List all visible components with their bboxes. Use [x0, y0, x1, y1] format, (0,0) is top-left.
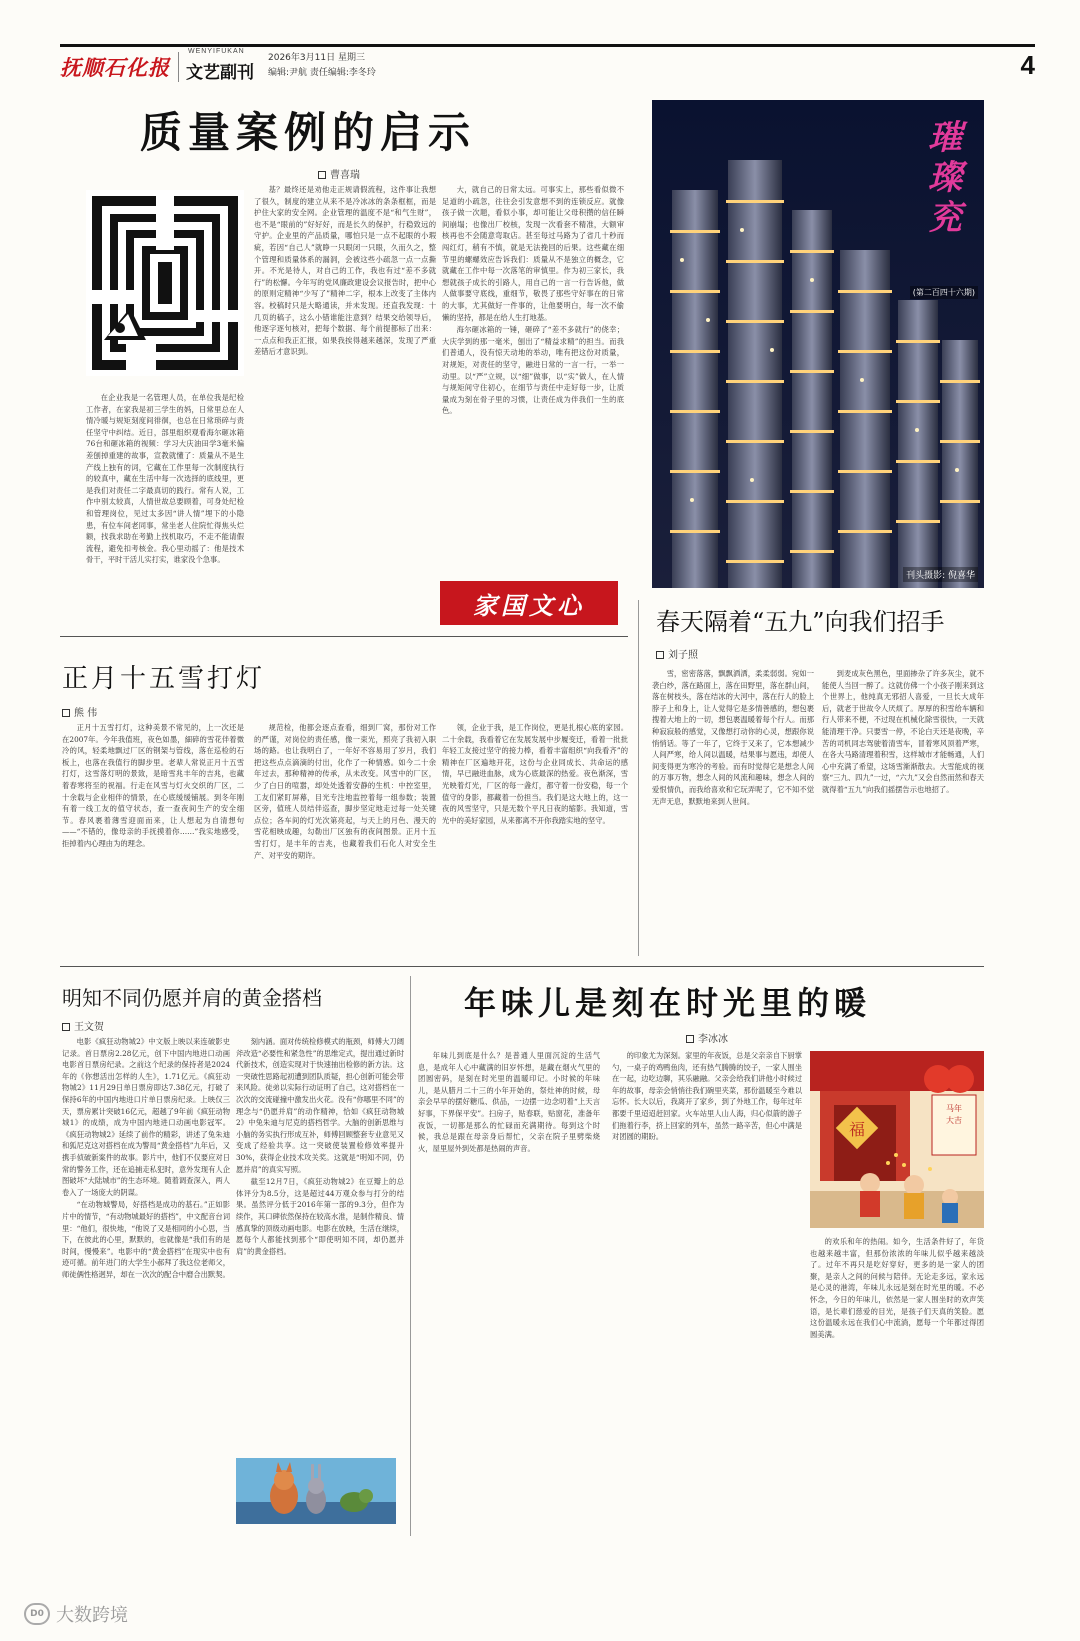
quality-column-2	[254, 184, 436, 624]
lantern-column-3-text: 领，企业于我，是工作岗位，更是扎根心底的家园。二十余载，我看着它在发展发展中步履变迁，看着一批批年轻工友接过坚守的接力棒，看着丰富组织“向我看齐”的精神在厂区遍地开花，这份与企业同成长、共命运的感情，早已融进血脉，成为心底最深的热爱。夜色渐深，雪光映着灯光，厂区的每一盏灯，都守着一份安稳，每一个值守的身影，都藏着一份担当。我们是这大地上的，这一夜的风雪坚守，只是无数个平凡日夜的缩影。我知道，雪光中的美好家园，从来都离不开你我踏实地的坚守。	[442, 723, 628, 825]
quality-article-title: 质量案例的启示	[140, 108, 477, 157]
svg-text:大吉: 大吉	[946, 1116, 962, 1125]
lantern-column-1	[62, 722, 244, 954]
movie-column-2b-text: 截至12月7日，《疯狂动物城2》在豆瓣上的总体评分为8.5分，这是超过44万观众参与打分的结果。虽然评分低于2016年第一部的9.3分，但作为续作，其口碑依然保持在较高水准，是制作精良、情感真挚的顶级动画电影。电影在放映，生活在继续，愿每个人都能找到那个“即使明知不同，却仍愿并肩”的黄金搭档。	[236, 1177, 404, 1256]
movie-column-1	[62, 1036, 230, 1536]
lantern-column-2-text: 规范检，他都会逐点查看，细到厂窝，那份对工作的严谨，对岗位的责任感，像一束光，照亮了我初入职场的路。也让我明白了，一年好不容易用了岁月，我们把这些点点滴滴的付出，化作了一种情感。如今二十余年过去，那种精神的传承，从未改变。风雪中的厂区，少了白日的喧嚣，却处处透着安静的生机：中控室里，工友们紧盯屏幕，目光专注地监控着每一组参数；装置区旁，值班人员结伴巡查，脚步坚定地走过每一处关键点位；各车间的灯光次第亮起，与天上的月色、漫天的雪花相映成趣，勾勒出厂区独有的夜间图景。正月十五雪打灯，是丰年的吉兆，也藏着我们石化人对安全生产、对平安的期许。	[254, 723, 436, 860]
paper-name: 抚顺石化报	[60, 55, 170, 80]
quality-column-3-text: 大，就自己的日常太远。可事实上，那些看似微不足道的小疏忽，往往会引发意想不到的连锁反应。就像孩子做一次题，看似小事，却可能让父母积攒的信任瞬间崩塌；也像出厂校核，发现一次看套不精准，大额审核再也不会随意弯取店。甚至每过马路为了省几十秒而闯红灯，稍有不慎，就是无法挽回的后果。这些藏在细节里的螺螺效应告诉我们：质量从不是独立的概念，它就藏在工作中每一次落笔的审慎里。作为初三家长，我想就孩子成长的引路人，用自己的一言一行告诉他，做人做事要守底线，重细节，敬畏了那些守好事在的日常的大事，尤其做好一件事的，让他要明白，每一次不偷懒的坚持，都是在给人生打地基。	[442, 185, 624, 322]
newyear-column-1-text: 年味儿到底是什么？是普通人里面沉淀的生活气息，是成年人心中藏满的旧岁怀想，是藏在烟火气里的团圆密码，是刻在时光里的温暖印记。小时候的年味儿，是从腊月二十三的小年开始的，祭灶神的时候，母亲会早早的摆好糖瓜、供品，一边摆一边念叨着“上天言好事，下界保平安”。扫房子，贴春联，贴窗花，准备年夜饭，一切都是那么的忙碌而充满期待。每到这个时候，我总是跟在母亲身后帮忙，父亲在院子里劈柴烧火，屋里屋外到处都是热闹的声音。	[418, 1051, 600, 1153]
movie-column-1b-text: “在动物城警局，好搭档是成功的基石。”正如影片中的情节，“有动物城最好的搭档”，中文配音台词里：“他们，很快地，“他说了又是相同的小心思，当下，在彼此的心里，默默的，也就像是“我们有的是时间，慢慢来”。电影中的“黄金搭档”在现实中也有迹可循。前年进门的大学生小郝拜了我这位老师父，师徒俩性格迥异，却在一次次的配合中磨合出默契。	[62, 1200, 230, 1279]
lantern-column-1-text: 正月十五雪打灯，这种美景不常见的，上一次还是在2007年。今年我值班，夜色如墨，細碎的雪花伴着微冷的风，轻柔地飘过厂区的钢架与管线，落在巡检的石板上，也落在我值行的脚步里。老辈人常说正月十五雪打灯，这雪落灯明的景致，是暗雪兆丰年的吉兆，也藏着春寒将至的祝福。行走在风雪与灯火交织的厂区，二十余载与企业相伴的情景，在心底缓缓铺展。到冬年刚有着一线工友的值守状态，查一查夜间生产的安全细节。春风裹着薄雪迎面而来，让人想起为自清想句——“不错的，像母亲的手抚摸着你……”我实地感受，拒掉着内心理由为的理念。	[62, 723, 244, 848]
newyear-column-2-text: 的印象尤为深刻。家里的年夜饭，总是父亲亲自下厨掌勺，一桌子的鸡鸭鱼肉，还有热气腾腾的饺子，一家人围坐在一起，边吃边聊，其乐融融。父亲会给我们讲他小时候过年的故事，母亲会悄悄往我们碗里夹菜，那份温暖至今难以忘怀。长大以后，我离开了家乡，到了外地工作，每年过年都要千里迢迢赶回家。火车站里人山人海，归心似箭的游子们拖着行李，挤上回家的列车，虽然一路辛苦，但心中满是对团圆的期盼。	[612, 1051, 802, 1142]
byline-box-icon	[318, 171, 326, 179]
quality-column-3	[442, 184, 624, 574]
spring-article-byline	[656, 646, 698, 661]
masthead-divider	[178, 52, 179, 82]
spring-column-1	[652, 668, 814, 956]
movie-column-1-text: 电影《疯狂动物城2》中文版上映以来连破影史记录。首日票房2.28亿元，创下中国内地进口动画电影首日票房纪录。之前这个纪录的保持者是2024年的《你想活出怎样的人生》，1.71亿元。《疯狂动物城2》11月29日单日票房即达7.38亿元，打破了保持6年的中国内地进口片单日票房纪录。上映仅三天，票房累计突破16亿元，超越了9年前《疯狂动物城1》的成绩，成为中国内地进口动画电影冠军。《疯狂动物城2》延续了前作的精彩，讲述了兔朱迪和狐尼克这对搭档在成为警局“黄金搭档”九年后，又携手侦破新案件的故事。影片中，他们不仅要应对日常的警务工作，还在追捕走私犯时，意外发现有人企图破坏“大陆城市”的生态环境。随着调查深入，两人卷入了一场庞大的阴谋。	[62, 1037, 230, 1197]
spring-column-2-text: 到麦成灰色黑色，里面掺杂了许多灰尘，就不能使人当回一醉了。这就仿佛一个小孩子刚来到这个世界上，他纯真无邪招人喜爱，一旦长大成年后，就老于世故令人厌烦了。厚厚的积雪给车辆和行人带来不便，不过现在机械化除雪很快，一天就能清理干净。只要雪一停，不论白天还是夜晚，辛苦的司机同志驾驶着清雪车，冒着寒风顶着严寒，在各大马路清理着积雪，这样城市才能畅通，人们心中充满了希望，这场雪渐渐散去。大雪能成的视察“三九、四九”一过，“六九”又会自然而然和春天就得着“五九”向我们摇摆告示也地招了。	[822, 669, 984, 794]
movie-column-2	[236, 1036, 404, 1452]
movie-article-title: 明知不同仍愿并肩的黄金搭档	[62, 986, 322, 1010]
maze-illustration	[86, 190, 244, 376]
zootopia-still-image	[236, 1458, 396, 1524]
newyear-illustration	[810, 1051, 984, 1228]
newyear-column-2	[612, 1050, 802, 1536]
page-number: 4	[1020, 50, 1035, 80]
refinery-night-photo	[652, 100, 984, 588]
newyear-column-3	[810, 1236, 984, 1536]
issue-date: 2026年3月11日 星期三	[268, 53, 365, 63]
quality-column-1-text: 在企业我是一名管理人员，在单位我是纪检工作者，在家我是初三学生的妈，日常里总在人情冷暖与规矩刻度间徘徊，也总在日常琐碎与责任坚守中纠结。近日，部里组织观看海尔砸冰箱76台和砸冰箱的视频：学习大庆油田学3毫米偏差刨掉重建的故事，宣教就懂了：质量从不是生产线上独有的词，它藏在工作里每一次制度执行的较真中，藏在生活中每一次选择的底线里，更是我们对责任二字最真切的践行。常有人说，工作中别太较真，人情世故总要顾着，可身处纪检和管理岗位，见过太多因“讲人情”埋下的小隐患，有位车间老同事，常坐老人住院忙得焦头烂额，找我求助在考勤上找机取巧，不走不能请假流程，避免扣考核金。我心里动摇了：他是技术骨干，平时干活儿实打实，谁家没个急事。	[86, 393, 244, 565]
quality-column-1	[86, 392, 244, 624]
quality-column-3b-text: 海尔砸冰箱的一锤，砸碎了“差不多就行”的侥幸；大庆学到的那一毫米，刨出了“精益求精”的担当。而我们普通人，没有惊天动地的举动，唯有把这份对质量，对规矩，对责任的坚守，融进日常的一言一行，一举一动里。以“严”立规，以“细”做事，以“实”做人，在人情与规矩间守住初心，在细节与责任中走好每一步，让质量成为刻在骨子里的习惯，让责任成为伴我们一生的底色。	[442, 325, 624, 416]
byline-box-icon	[62, 709, 70, 717]
svg-text:福: 福	[848, 1120, 866, 1139]
editors-line: 编辑:尹航 责任编辑:李冬玲	[268, 68, 376, 78]
lantern-article-byline	[62, 704, 97, 719]
lantern-column-3	[442, 722, 628, 954]
lantern-column-2	[254, 722, 436, 954]
maze-icon	[86, 190, 244, 376]
newyear-scene-icon	[810, 1051, 984, 1228]
spring-article-title: 春天隔着“五九”向我们招手	[656, 608, 945, 636]
newyear-article-author: 李冰冰	[698, 1034, 728, 1045]
lantern-article-title: 正月十五雪打灯	[62, 664, 266, 694]
section-name: 文艺副刊	[186, 63, 254, 83]
lantern-article-author: 熊 伟	[74, 708, 98, 719]
spring-column-2	[822, 668, 984, 956]
movie-article-byline	[62, 1018, 104, 1033]
newyear-article-byline	[686, 1030, 728, 1045]
column-divider	[410, 976, 411, 1536]
movie-still-icon	[236, 1458, 396, 1524]
newyear-column-3-text: 的欢乐和年的热闹。如今，生活条件好了，年货也越来越丰富，但那份浓浓的年味儿似乎越来越淡了。过年不再只是吃好穿好，更多的是一家人的团聚，是亲人之间的问候与陪伴。无论走多远，家永远是心灵的港湾，年味儿永远是刻在时光里的暖。不必怀念，今日的年味儿，依然是一家人围坐时的欢声笑语，是长辈们慈爱的目光，是孩子们天真的笑脸。愿这份温暖永远在我们心中流淌，愿每一个年都过得团圆美满。	[810, 1237, 984, 1339]
movie-column-2-text: 刻内涵。面对传统检修模式的瓶颈，师傅大刀阔斧改造“必要性和紧急性”的思维定式，提出通过新时代新技术，创造实现对于快速抽出检修的新方法。这一突破性思路起初遭到团队质疑，担心创新可能会带来风险。徒弟以实际行动证明了自己，这对搭档在一次次的交流碰撞中激发出火花。没有“你哪里不同”的理念与“仍愿并肩”的动作精神，恰如《疯狂动物城2》中兔朱迪与尼克的搭档哲学。大脑的创新思维与小脑的务实执行形成互补，师傅回顾整套专业意见又变成了经验共享。这一突破使装置检修效率提升30%，获得企业技术攻关奖。这就是“明知不同，仍愿并肩”的真实写照。	[236, 1037, 404, 1174]
byline-box-icon	[656, 651, 664, 659]
masthead	[60, 38, 1035, 88]
section-divider	[60, 966, 984, 967]
spring-column-1-text: 雪，密密落落，飘飘洒洒，柔柔弱弱。宛如一袭白纱，落在路面上，落在田野里，落在群山间，落在树枝头，落在结冰的大河中，落在行人的脸上脖子上和身上，让人觉得它是多情善感的，想包裹搜着大地上的一切，想包裹温暖着每个行人。而那种寂寂般的感觉，又像想打动你的心灵，想跟你说悄悄话。等了一年了，它终于又来了，它本想减少人间严寒，给人间以温暖，结果事与愿违，却使人间变得更为寒冷的考验。而有时觉得它是想念人间的万事万物，想念人间的风流和趣味，想念人间的爱恨情仇，而我给喜欢和它玩弄呢了，它不知不觉无声无息，默默地来到人世间。	[652, 669, 814, 806]
section-divider	[60, 636, 628, 637]
byline-box-icon	[62, 1023, 70, 1031]
photo-column-title: 璀璨兖	[928, 118, 962, 238]
column-logo-text: 家国文心	[473, 590, 585, 620]
column-divider	[638, 600, 639, 956]
source-watermark	[24, 1601, 128, 1627]
photo-credit: 刊头摄影: 倪喜华	[903, 567, 978, 582]
movie-article-author: 王文贺	[74, 1022, 104, 1033]
quality-column-2-text: 基？最终还是劝他走正规请假流程，这件事让我想了很久，制度的建立从来不是冷冰冰的条条框框，而是护住大家的安全网。企业管理的温度不是“和气生财”，也不是“眼前的”好好好，而是长久的保护，行稳致远的守护。企业里的产品质量，哪怕只是一点不起眼的小瑕疵，若因“自己人”就睁一只眼闭一只眼，久而久之，整个管理和质量体系的漏洞，会被这些小疏忽一点一点撕开。不光是待人，对自己的工作，我也有过“差不多就行”的松懈。今年写的党风廉政建设会议报告时，把中心的原则定精神“少写了”精神二字，根本上改变了主体内容。校稿时只是大略通读，并未发现。还直我发现：十几页的稿子，这么小错谁能注意到？结果交给领导后，他逐字逐句核对，把每个数据、每个前提都标了出来：一点点和我正汇报，如果我挨得越来越深，发现了严重差错后才意识到。	[254, 185, 436, 357]
column-logo-stamp	[440, 581, 618, 625]
spring-article-author: 刘子照	[668, 650, 698, 661]
quality-article-byline	[318, 166, 360, 181]
newyear-column-1	[418, 1050, 600, 1536]
watermark-text: 大数跨境	[56, 1605, 128, 1626]
photo-column-issue: (第二百四十六期)	[910, 286, 978, 299]
watermark-logo-icon: D0	[24, 1603, 50, 1625]
byline-box-icon	[686, 1035, 694, 1043]
svg-text:马年: 马年	[946, 1104, 962, 1113]
quality-article-author: 曹喜瑞	[330, 170, 360, 181]
section-pinyin: WENYIFUKAN	[188, 48, 245, 55]
newyear-article-title: 年味儿是刻在时光里的暖	[464, 984, 872, 1022]
